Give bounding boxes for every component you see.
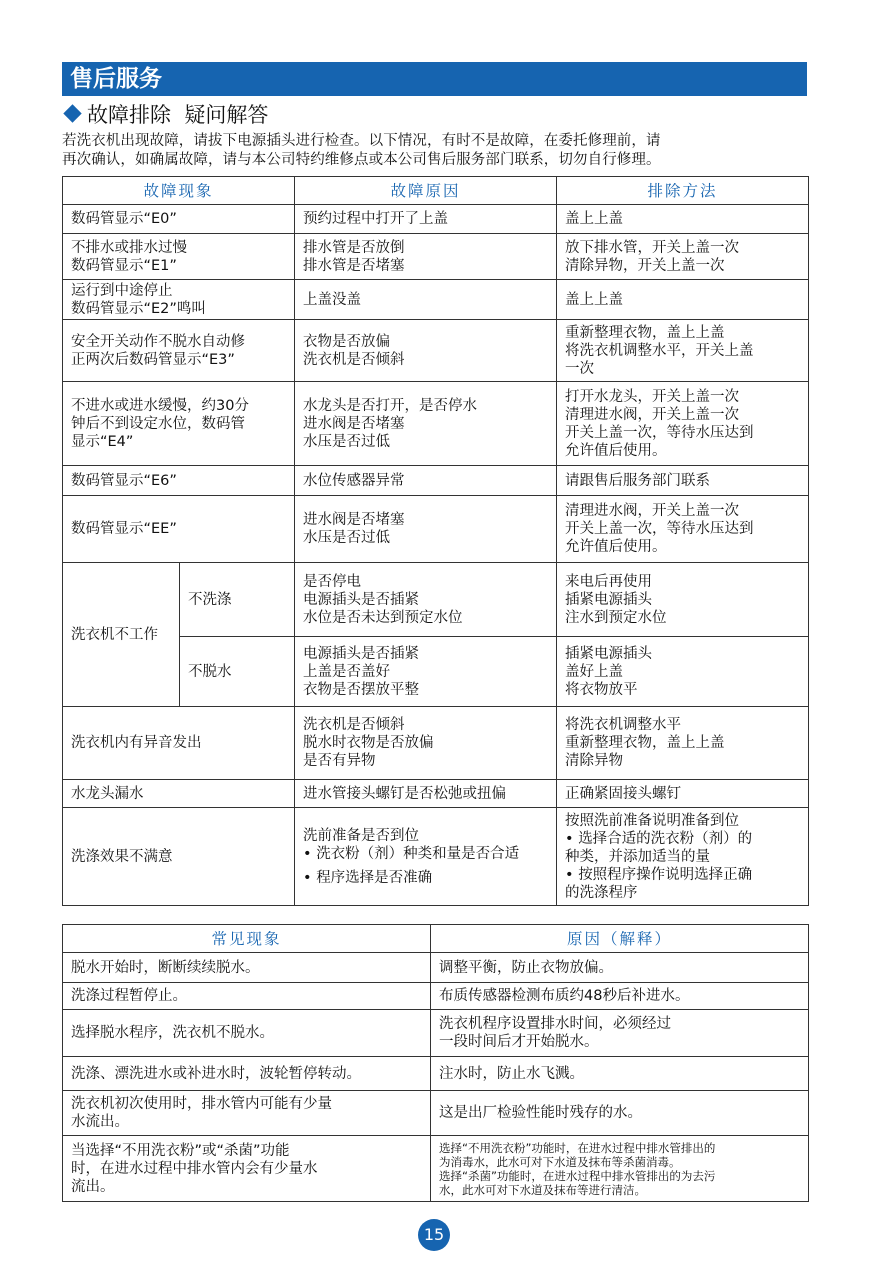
reason-cell (431, 1091, 809, 1136)
intro-paragraph (62, 132, 810, 170)
cell-line: 清除异物 (565, 753, 624, 769)
cell-line: 正确紧固接头螺钉 (565, 785, 682, 802)
cause-cell (295, 780, 557, 808)
symptom-cell (63, 205, 295, 234)
page-number: 15 (423, 1225, 445, 1244)
symptom-cell-not-working: 洗衣机不工作 (63, 563, 180, 707)
fix-cell (557, 382, 809, 466)
cause-cell (295, 466, 557, 496)
cell-line: 将洗衣机调整水平，开关上盖 (565, 342, 754, 359)
cell-line: 脱水时衣物是否放偏 (303, 735, 434, 751)
diamond-bullet-icon (63, 104, 81, 122)
cell-line: 调整平衡，防止衣物放偏。 (439, 959, 613, 976)
cell-line: 将洗衣机调整水平 (565, 717, 682, 733)
cell-line: 选择脱水程序，洗衣机不脱水。 (71, 1025, 274, 1041)
fix-cell (557, 280, 809, 320)
reason-cell (431, 1010, 809, 1057)
symptom-cell (63, 496, 295, 563)
cell-line: 水压是否过低 (303, 433, 391, 450)
table-row (63, 1136, 809, 1202)
troubleshooting-table-body (63, 177, 809, 906)
table-row (63, 780, 809, 808)
cell-line: 洗涤、漂洗进水或补进水时，波轮暂停转动。 (71, 1065, 361, 1082)
cell-line: 开关上盖一次，等待水压达到 (565, 521, 754, 537)
table-row (63, 382, 809, 466)
cell-line: 重新整理衣物，盖上上盖 (565, 324, 725, 341)
cell-line: 盖上上盖 (565, 291, 624, 308)
phenomenon-cell (63, 1010, 431, 1057)
cell-line: 水龙头漏水 (71, 785, 144, 802)
symptom-cell (63, 707, 295, 780)
cell-line: 选择“杀菌”功能时，在进水过程中排水管排出的为去污 (439, 1168, 716, 1183)
cell-line: 种类，并添加适当的量 (565, 848, 711, 865)
table-row (63, 1057, 809, 1091)
symptom-cell (63, 382, 295, 466)
table-row (63, 1010, 809, 1057)
cell-line: 数码管显示“EE” (71, 521, 177, 537)
cell-line: 插紧电源插头 (565, 645, 653, 662)
fix-cell (557, 496, 809, 563)
cell-line: 选择“不用洗衣粉”功能时，在进水过程中排水管排出的 (439, 1140, 716, 1155)
table-row (63, 466, 809, 496)
cell-line: 不进水或进水缓慢，约30分 (71, 397, 249, 414)
cell-line: • 选择合适的洗衣粉（剂）的 (565, 830, 800, 848)
cell-line: 盖好上盖 (565, 663, 624, 680)
fix-cell (557, 320, 809, 382)
fix-cell (557, 780, 809, 808)
table-row (63, 234, 809, 280)
cause-cell (295, 563, 557, 637)
cell-line: 布质传感器检测布质约48秒后补进水。 (439, 988, 690, 1004)
phenomenon-cell (63, 1057, 431, 1091)
cell-line: 水位传感器异常 (303, 472, 405, 489)
phenomenon-cell (63, 953, 431, 983)
symptom-cell (63, 234, 295, 280)
cell-line: 插紧电源插头 (565, 591, 653, 608)
cell-line: 盖上上盖 (565, 211, 624, 227)
phenomenon-cell (63, 1136, 431, 1202)
table-row (63, 205, 809, 234)
cause-cell (295, 707, 557, 780)
cell-line: 请跟售后服务部门联系 (565, 472, 711, 489)
cause-cell (295, 637, 557, 707)
cell-line: 按照洗前准备说明准备到位 (565, 812, 740, 829)
cell-line: 清理进水阀，开关上盖一次 (565, 406, 740, 423)
symptom-cell (63, 320, 295, 382)
cell-line: 这是出厂检验性能时残存的水。 (439, 1105, 642, 1121)
cell-line: 衣物是否放偏 (303, 333, 391, 350)
cell-line: 上盖是否盖好 (303, 663, 391, 680)
fix-cell (557, 234, 809, 280)
reason-cell (431, 1136, 809, 1202)
cell-line: 数码管显示“E1” (71, 257, 177, 274)
intro-line: 若洗衣机出现故障，请拔下电源插头进行检查。以下情况，有时不是故障，在委托修理前，请 (62, 133, 661, 149)
cell-line: 一次 (565, 360, 595, 377)
fix-cell (557, 563, 809, 637)
cell-line: 洗前准备是否到位 (303, 827, 420, 844)
cell-line: 水，此水可对下水道及抹布等进行清洁。 (439, 1182, 646, 1197)
cell-line: 水位是否未达到预定水位 (303, 609, 463, 626)
cell-line: 洗衣机初次使用时，排水管内可能有少量 (71, 1096, 332, 1112)
cell-line: 进水阀是否堵塞 (303, 512, 405, 528)
fix-cell (557, 637, 809, 707)
cell-line: 电源插头是否插紧 (303, 591, 420, 608)
symptom-cell (63, 280, 295, 320)
header-reason: 原因（解释） (431, 925, 809, 953)
faq-table-body (63, 925, 809, 1202)
troubleshooting-table (62, 176, 809, 906)
cell-line: 不排水或排水过慢 (71, 239, 187, 256)
reason-cell (431, 1057, 809, 1091)
fix-cell (557, 205, 809, 234)
cell-line: 水龙头是否打开，是否停水 (303, 397, 478, 414)
cell-line: 打开水龙头，开关上盖一次 (565, 388, 740, 405)
cause-cell (295, 205, 557, 234)
symptom-cell: 洗涤效果不满意 (63, 808, 295, 906)
cell-line: 数码管显示“E6” (71, 472, 177, 489)
cell-line: 排水管是否放倒 (303, 239, 405, 256)
cell-line: 洗涤过程暂停止。 (71, 988, 187, 1004)
table-row (63, 707, 809, 780)
cell-line: 注水到预定水位 (565, 609, 667, 626)
cell-line: 运行到中途停止 (71, 282, 173, 299)
cell-line: 注水时，防止水飞溅。 (439, 1065, 584, 1082)
cell-line: 来电后再使用 (565, 573, 653, 590)
header-phenomenon: 常见现象 (63, 925, 431, 953)
cell-line: 清理进水阀，开关上盖一次 (565, 503, 740, 519)
table-row (63, 983, 809, 1010)
cell-line: 衣物是否摆放平整 (303, 681, 420, 698)
table-row (63, 808, 809, 906)
table-header-row (63, 177, 809, 205)
cell-line: 放下排水管，开关上盖一次 (565, 239, 740, 256)
cell-line: 洗衣机程序设置排水时间，必须经过 (439, 1016, 671, 1032)
cell-line: 是否有异物 (303, 753, 376, 769)
fix-cell (557, 466, 809, 496)
sub-symptom-no-wash: 不洗涤 (180, 563, 295, 637)
cell-line: 的洗涤程序 (565, 884, 638, 901)
banner-title: 售后服务 (70, 66, 162, 92)
reason-cell (431, 953, 809, 983)
cell-line: 洗衣机内有异音发出 (71, 735, 202, 751)
phenomenon-cell (63, 983, 431, 1010)
table-row (63, 320, 809, 382)
cell-line: • 程序选择是否准确 (303, 869, 548, 887)
cell-line: 进水管接头螺钉是否松弛或扭偏 (303, 785, 507, 802)
cell-line: 洗衣机是否倾斜 (303, 717, 405, 733)
cell-line: • 按照程序操作说明选择正确 (565, 866, 800, 884)
cell-line: 洗衣机是否倾斜 (303, 351, 405, 368)
cell-line: 开关上盖一次，等待水压达到 (565, 424, 754, 441)
cell-line: 时，在进水过程中排水管内会有少量水 (71, 1160, 318, 1177)
cause-cell (295, 808, 557, 906)
cell-line: 将衣物放平 (565, 681, 638, 698)
cell-line: 钟后不到设定水位，数码管 (71, 415, 245, 432)
cell-line: 脱水开始时，断断续续脱水。 (71, 959, 260, 976)
table-row (63, 280, 809, 320)
reason-cell (431, 983, 809, 1010)
cell-line: 流出。 (71, 1178, 115, 1195)
cell-line: 一段时间后才开始脱水。 (439, 1034, 599, 1050)
cause-cell (295, 280, 557, 320)
cell-line: 电源插头是否插紧 (303, 645, 420, 662)
cell-line: 清除异物，开关上盖一次 (565, 257, 725, 274)
cell-line: 显示“E4” (71, 433, 134, 450)
table-header-row (63, 925, 809, 953)
cell-line: 为消毒水，此水可对下水道及抹布等杀菌消毒。 (439, 1154, 681, 1169)
symptom-cell (63, 780, 295, 808)
cell-line: 重新整理衣物，盖上上盖 (565, 735, 725, 751)
phenomenon-cell (63, 1091, 431, 1136)
section-subtitle (62, 101, 268, 129)
header-cause: 故障原因 (295, 177, 557, 205)
cell-line: 正两次后数码管显示“E3” (71, 351, 235, 368)
subtitle-text: 故障排除 疑问解答 (87, 103, 269, 127)
cell-line: 水压是否过低 (303, 530, 391, 546)
faq-table (62, 924, 809, 1202)
page-number-badge (418, 1219, 450, 1251)
sub-symptom-no-spin: 不脱水 (180, 637, 295, 707)
cause-cell (295, 382, 557, 466)
cause-cell (295, 320, 557, 382)
cause-cell (295, 234, 557, 280)
cell-line: 进水阀是否堵塞 (303, 415, 405, 432)
cell-line: 数码管显示“E0” (71, 211, 177, 227)
cell-line: • 洗衣粉（剂）种类和量是否合适 (303, 845, 548, 863)
cell-line: 数码管显示“E2”鸣叫 (71, 300, 206, 317)
intro-line: 再次确认，如确属故障，请与本公司特约维修点或本公司售后服务部门联系，切勿自行修理。 (62, 152, 661, 168)
cell-line: 水流出。 (71, 1114, 129, 1130)
section-banner (62, 62, 807, 96)
table-row (63, 953, 809, 983)
cell-line: 当选择“不用洗衣粉”或“杀菌”功能 (71, 1142, 290, 1159)
cell-line: 是否停电 (303, 573, 362, 590)
header-symptom: 故障现象 (63, 177, 295, 205)
cell-line: 排水管是否堵塞 (303, 257, 405, 274)
table-row (63, 563, 809, 637)
cause-cell (295, 496, 557, 563)
cell-line: 预约过程中打开了上盖 (303, 211, 449, 227)
cell-line: 上盖没盖 (303, 291, 362, 308)
symptom-cell (63, 466, 295, 496)
cell-line: 允许值后使用。 (565, 442, 667, 459)
header-fix: 排除方法 (557, 177, 809, 205)
table-row (63, 1091, 809, 1136)
table-row (63, 496, 809, 563)
cell-line: 允许值后使用。 (565, 539, 667, 555)
fix-cell (557, 707, 809, 780)
fix-cell (557, 808, 809, 906)
cell-line: 安全开关动作不脱水自动修 (71, 333, 245, 350)
